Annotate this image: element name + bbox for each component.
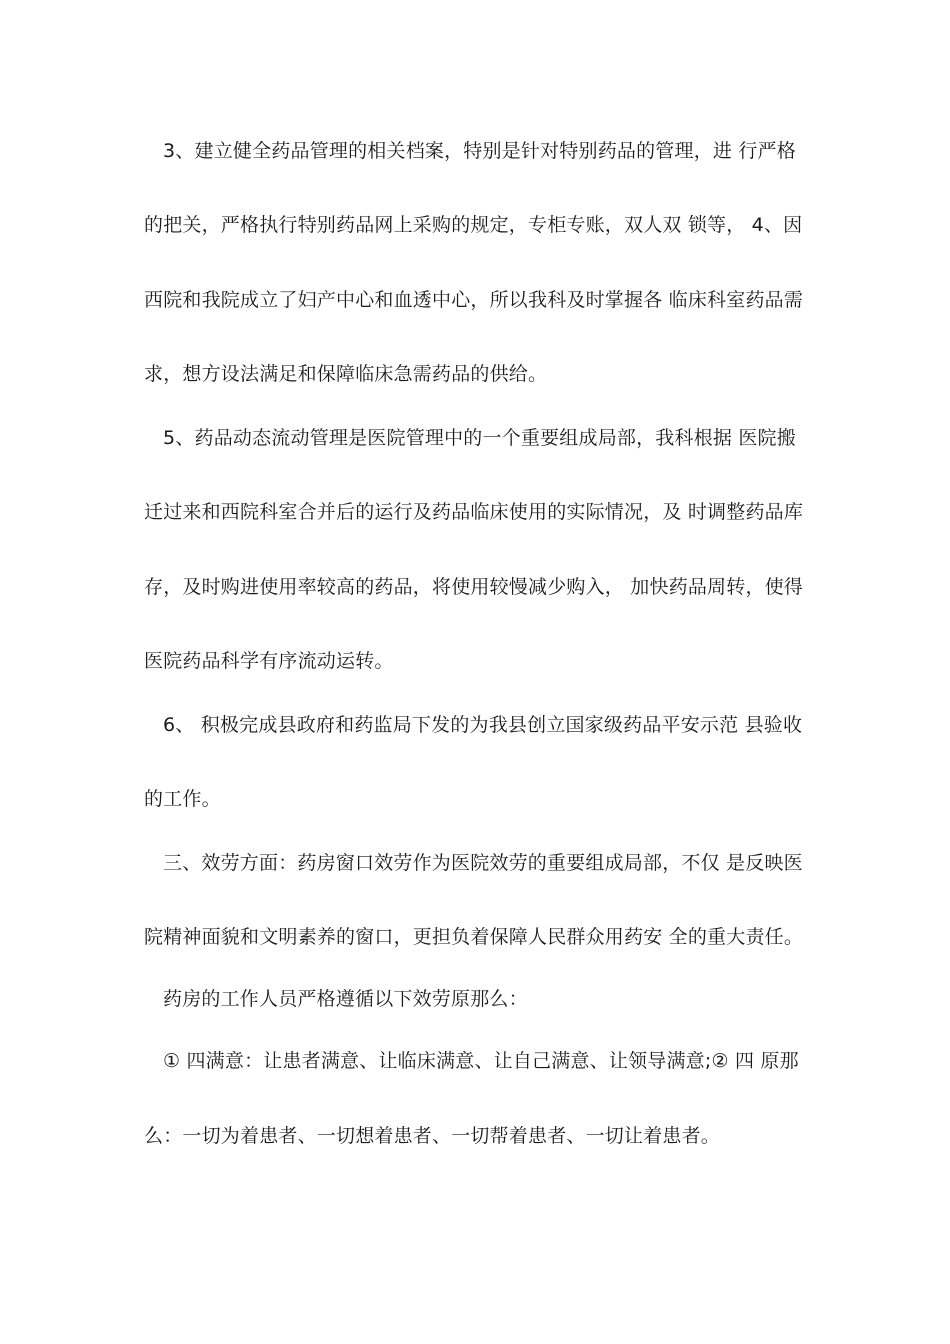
paragraph-line: 三、效劳方面：药房窗口效劳作为医院效劳的重要组成局部，不仅 是反映医	[163, 852, 803, 874]
paragraph-line: 的把关，严格执行特别药品网上采购的规定，专柜专账，双人双 锁等， 4、因	[144, 214, 803, 236]
paragraph-line: 存，及时购进使用率较高的药品，将使用较慢减少购入， 加快药品周转，使得	[144, 576, 804, 598]
paragraph-line: 么：一切为着患者、一切想着患者、一切帮着患者、一切让着患者。	[144, 1125, 721, 1147]
paragraph-line: 院精神面貌和文明素养的窗口，更担负着保障人民群众用药安 全的重大责任。	[144, 926, 804, 948]
paragraph-line: 迁过来和西院科室合并后的运行及药品临床使用的实际情况，及 时调整药品库	[144, 501, 804, 523]
paragraph-line: 5、药品动态流动管理是医院管理中的一个重要组成局部，我科根据 医院搬	[163, 427, 796, 449]
paragraph-line: 西院和我院成立了妇产中心和血透中心，所以我科及时掌握各 临床科室药品需	[144, 289, 804, 311]
paragraph-line: 医院药品科学有序流动运转。	[144, 650, 394, 672]
paragraph-line: ① 四满意：让患者满意、让临床满意、让自己满意、让领导满意;② 四 原那	[163, 1050, 799, 1072]
paragraph-line: 的工作。	[144, 788, 221, 810]
paragraph-line: 求，想方设法满足和保障临床急需药品的供给。	[144, 363, 548, 385]
paragraph-line: 3、建立健全药品管理的相关档案，特别是针对特别药品的管理，进 行严格	[163, 140, 796, 162]
paragraph-line: 药房的工作人员严格遵循以下效劳原那么：	[163, 988, 528, 1010]
paragraph-line: 6、 积极完成县政府和药监局下发的为我县创立国家级药品平安示范 县验收	[163, 714, 803, 736]
